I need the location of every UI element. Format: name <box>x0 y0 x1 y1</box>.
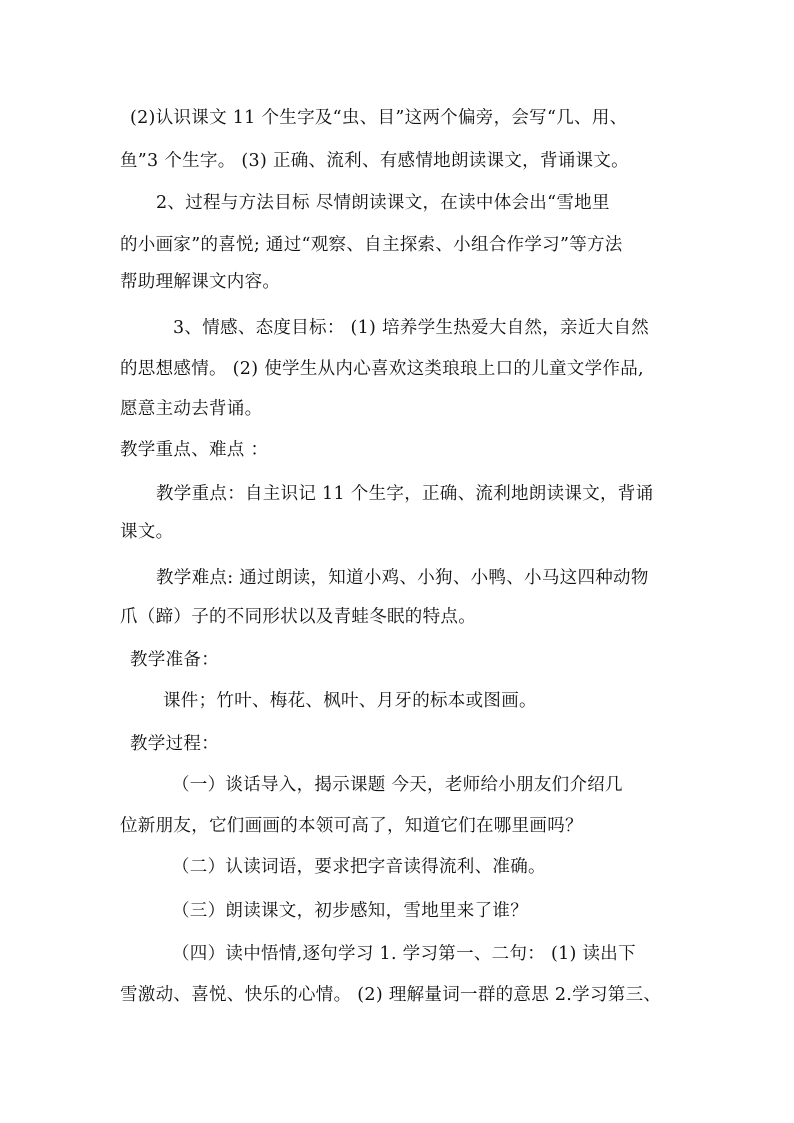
text-line-2: 鱼”3 个生字。 (3) 正确、流利、有感情地朗读课文，背诵课文。 <box>120 151 629 171</box>
text-line-13: 爪（蹄）子的不同形状以及青蛙冬眠的特点。 <box>120 607 476 627</box>
text-line-12: 教学难点: 通过朗读，知道小鸡、小狗、小鸭、小马这四种动物 <box>156 568 649 588</box>
text-line-19: （二）认读词语，要求把字音读得流利、准确。 <box>172 857 546 877</box>
text-line-18: 位新朋友，它们画画的本领可高了，知道它们在哪里画吗？ <box>120 816 583 836</box>
text-line-11: 课文。 <box>120 522 174 542</box>
text-line-20: （三）朗读课文，初步感知，雪地里来了谁？ <box>172 901 528 921</box>
text-line-4: 的小画家”的喜悦; 通过“观察、自主探索、小组合作学习”等方法 <box>120 235 623 255</box>
text-line-15: 课件；竹叶、梅花、枫叶、月牙的标本或图画。 <box>163 691 537 711</box>
text-line-3: 2、过程与方法目标 尽情朗读课文，在读中体会出“雪地里 <box>156 193 610 213</box>
section-heading-key-points: 教学重点、难点 ： <box>120 440 269 460</box>
text-line-1: (2)认识课文 11 个生字及“虫、目”这两个偏旁，会写“几、用、 <box>130 108 628 128</box>
text-line-6: 3、情感、态度目标： (1) 培养学生热爱大自然，亲近大自然 <box>173 318 650 338</box>
text-line-5: 帮助理解课文内容。 <box>120 272 281 292</box>
text-line-17: （一）谈话导入，揭示课题 今天，老师给小朋友们介绍几 <box>172 775 623 795</box>
text-line-8: 愿意主动去背诵。 <box>120 399 263 419</box>
text-line-21: （四）读中悟情,逐句学习 1. 学习第一、二句： (1) 读出下 <box>172 944 636 964</box>
text-line-7: 的思想感情。 (2) 使学生从内心喜欢这类琅琅上口的儿童文学作品, <box>120 359 644 379</box>
section-heading-process: 教学过程： <box>130 734 219 754</box>
text-line-22: 雪激动、喜悦、快乐的心情。 (2) 理解量词一群的意思 2.学习第三、 <box>120 985 662 1005</box>
text-line-10: 教学重点：自主识记 11 个生字，正确、流利地朗读课文，背诵 <box>156 484 654 504</box>
section-heading-preparation: 教学准备： <box>130 650 219 670</box>
